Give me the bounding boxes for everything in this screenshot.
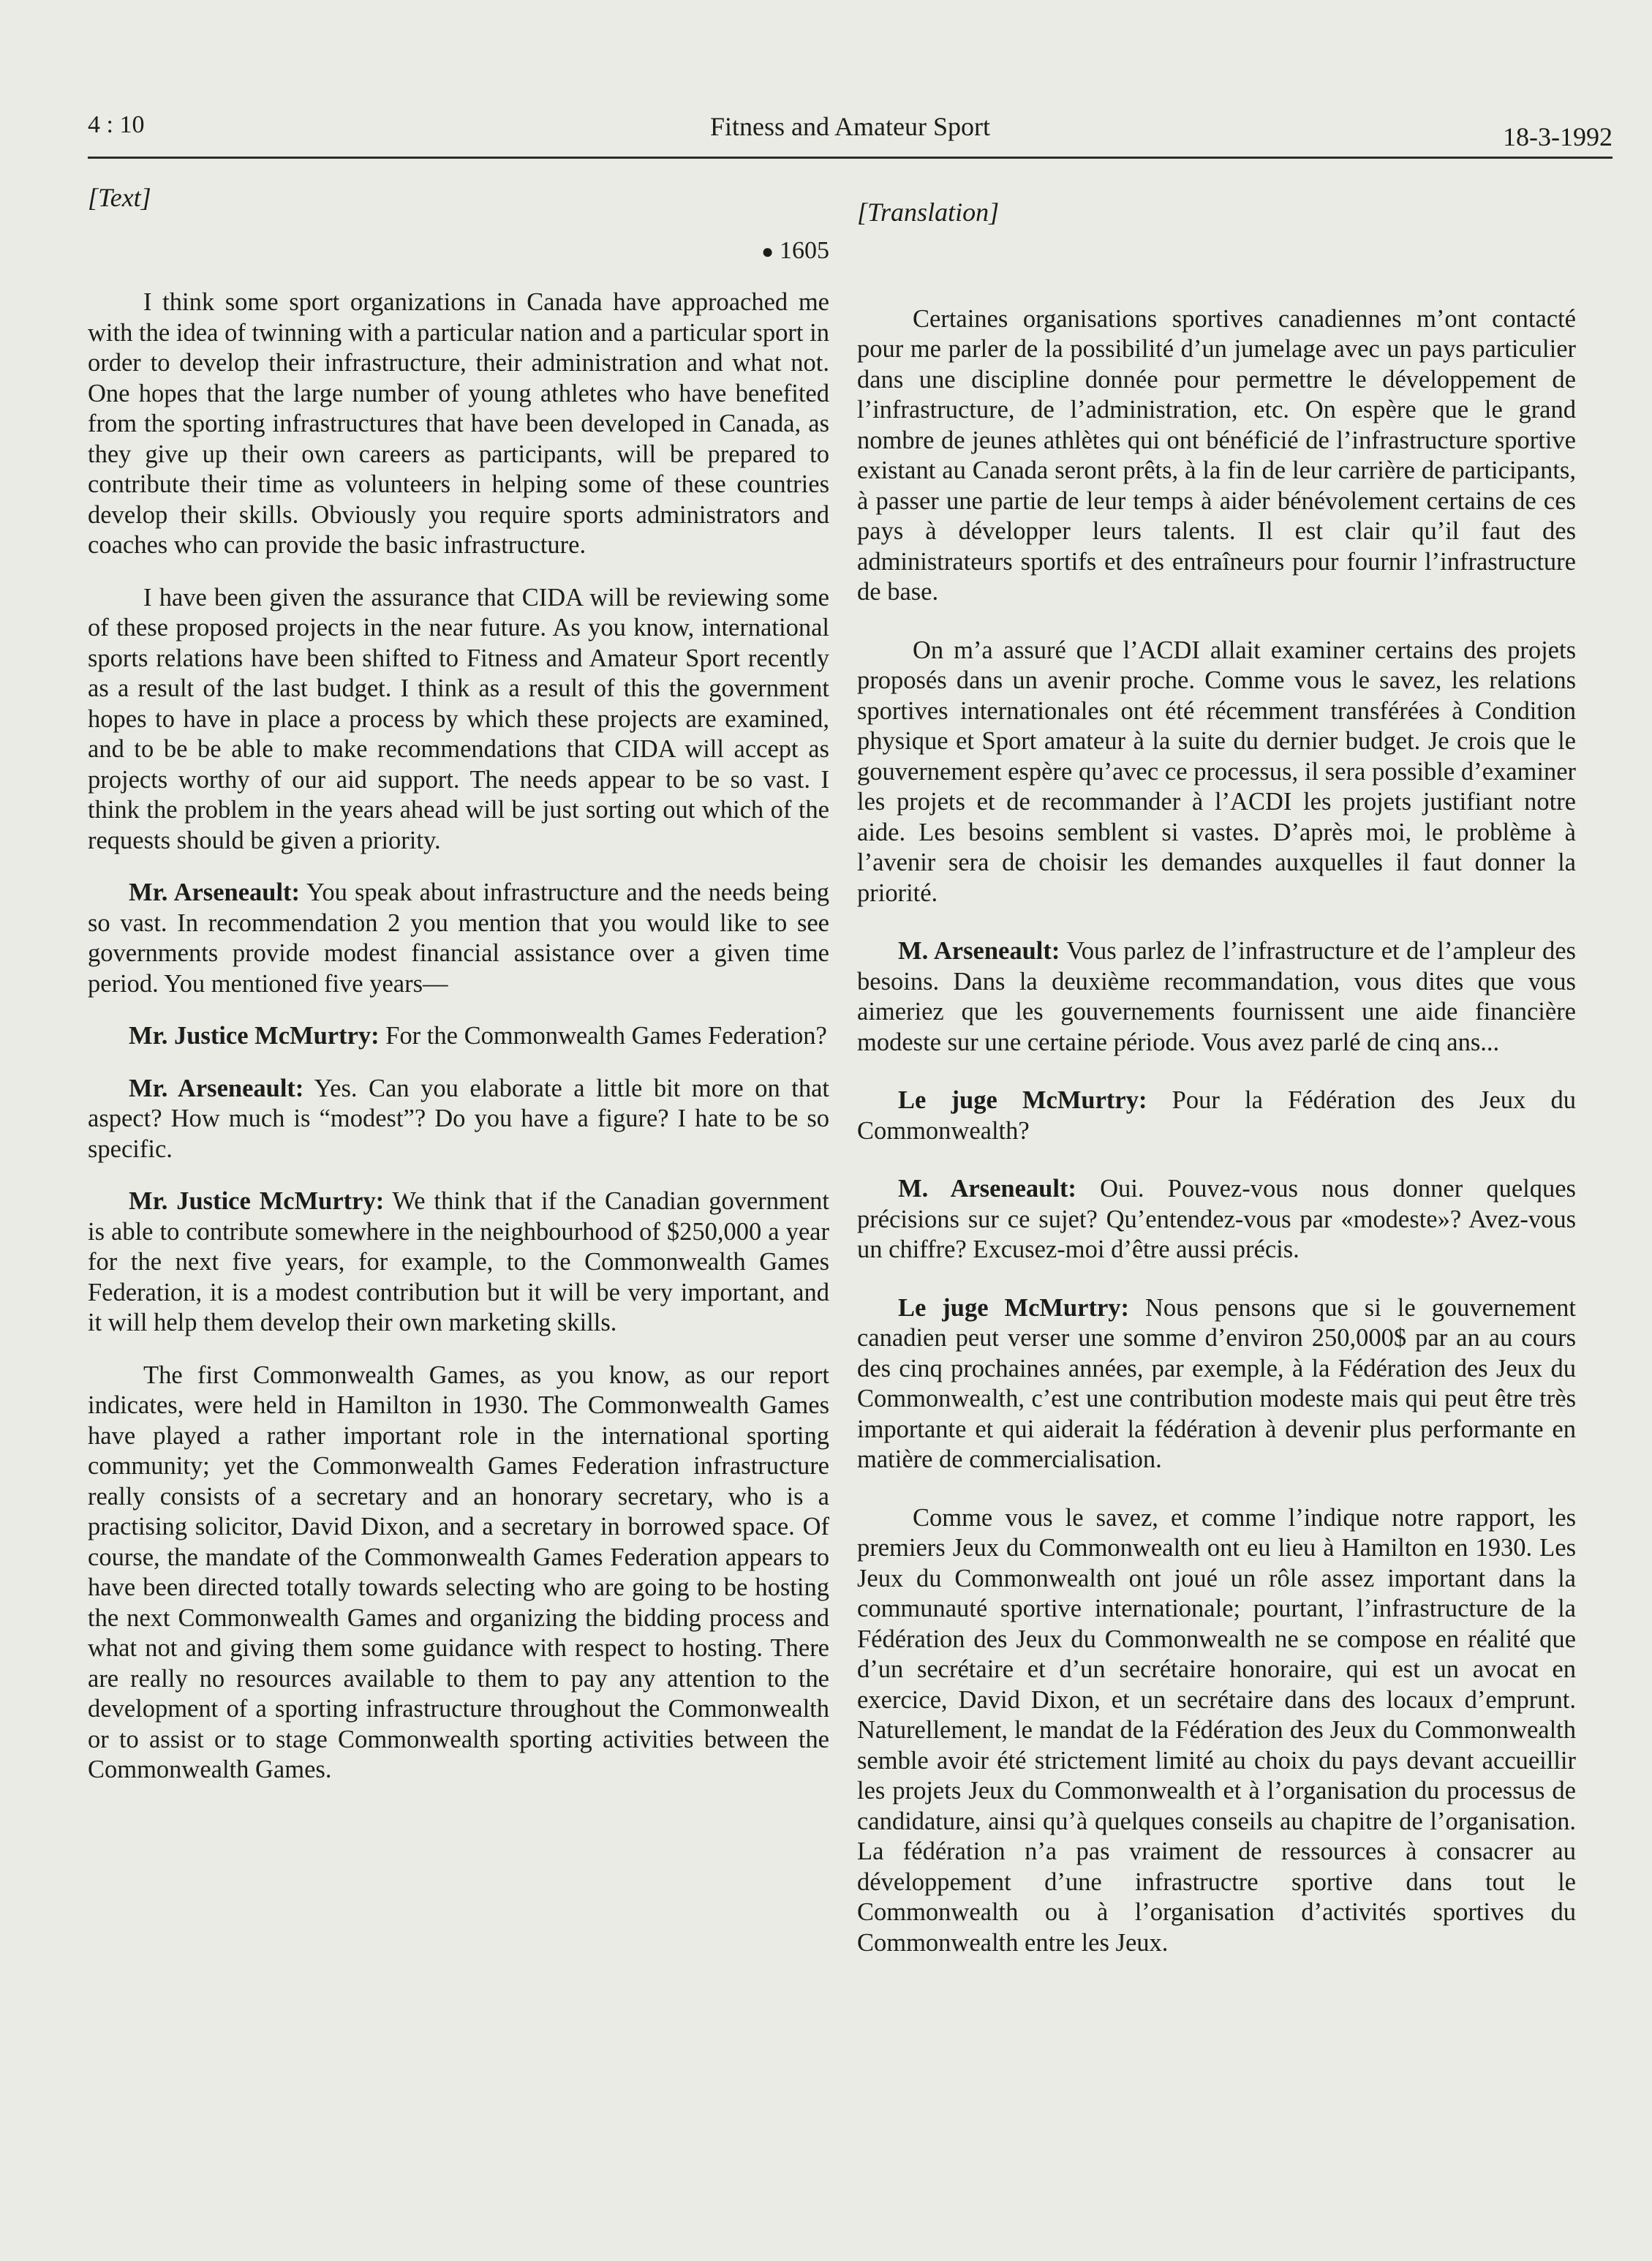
paragraph-text: Vous parlez de l’infrastructure et de l’ampleur des besoins. Dans la deuxième recommandation, vous dites que vous aimeriez que les gouvernements fournissent une aide financière modeste sur une certaine période. Vous avez parlé de cinq ans... [857, 937, 1576, 1056]
column-label-english: [Text] [88, 183, 151, 212]
paragraph-text: Comme vous le savez, et comme l’indique notre rapport, les premiers Jeux du Commonwealth ont eu lieu à Hamilton en 1930. Les Jeux du Commonwealth ont joué un rôle assez important dans la communauté sportive internationale; pourtant, l’infrastructure de la Fédération des Jeux du Commonwealth ne se compose en réalité que d’un secrétaire et d’un secrétaire honoraire, qui est un avocat en exercice, David Dixon, et un secrétaire dans des locaux d’emprunt. Naturellement, le mandat de la Fédération des Jeux du Commonwealth semble avoir été strictement limité au choix du pays devant accueillir les projets Jeux du Commonwealth et à l’organisation du processus de candidature, ainsi qu’à quelques conseils au chapitre de l’organisation. La fédération n’a pas vraiment de ressources à consacrer au développement d’une infrastructre sportive dans tout le Commonwealth ou à l’organisation d’activités sportives du Commonwealth entre les Jeux. [857, 1503, 1576, 1957]
paragraph-text: Pour la Fédération des Jeux du Commonwealth? [857, 1086, 1576, 1145]
speech-paragraph [857, 1174, 1576, 1265]
english-column [88, 183, 829, 1807]
speech-paragraph [857, 936, 1576, 1058]
paragraph-text: Oui. Pouvez-vous nous donner quelques précisions sur ce sujet? Qu’entendez-vous par «modeste»? Avez-vous un chiffre? Excusez-moi d’être aussi précis. [857, 1175, 1576, 1263]
speaker-name: Le juge McMurtry: [898, 1293, 1130, 1322]
paragraph-text: I think some sport organizations in Canada have approached me with the idea of twinning with a particular nation and a particular sport in order to develop their infrastructure, their administration and what not. One hopes that the large number of young athletes who have benefited from the sporting infrastructures that have been developed in Canada, as they give up their own careers as participants, will be prepared to contribute their time as volunteers in helping some of these countries develop their skills. Obviously you require sports administrators and coaches who can provide the basic infrastructure. [88, 288, 829, 559]
time-marker [88, 236, 829, 268]
paragraph-text: For the Commonwealth Games Federation? [385, 1022, 827, 1050]
page-number: 4 : 10 [88, 111, 145, 138]
paragraph-text: You speak about infrastructure and the needs being so vast. In recommendation 2 you mention that you would like to see governments provide modest financial assistance over a given time period. You mentioned five years— [88, 879, 829, 998]
paragraph [857, 1503, 1576, 1959]
french-column [857, 183, 1576, 1986]
speaker-name: Le juge McMurtry: [898, 1086, 1147, 1114]
paragraph-text: Yes. Can you elaborate a little bit more on that aspect? How much is “modest”? Do you have a figure? I hate to be so specific. [88, 1074, 829, 1163]
paragraph [88, 583, 829, 857]
speech-paragraph [88, 1021, 829, 1052]
paragraph [88, 1361, 829, 1786]
paragraph-text: I have been given the assurance that CIDA will be reviewing some of these proposed projects in the near future. As you know, international sports relations have been shifted to Fitness and Amateur Sport recently as a result of the last budget. I think as a result of this the government hopes to have in place a process by which these projects are examined, and to be be able to make recommendations that CIDA will accept as projects worthy of our aid support. The needs appear to be so vast. I think the problem in the years ahead will be just sorting out which of the requests should be given a priority. [88, 583, 829, 854]
speaker-name: Mr. Arseneault: [129, 1074, 304, 1102]
paragraph-text: On m’a assuré que l’ACDI allait examiner certains des projets proposés dans un avenir proche. Comme vous le savez, les relations sportives internationales ont été récemment transférées à Condition physique et Sport amateur à la suite du dernier budget. Je crois que le gouvernement espère qu’avec ce processus, il sera possible d’examiner les projets et de recommander à l’ACDI les projets justifiant notre aide. Les besoins semblent si vastes. D’après moi, le problème à l’avenir sera de choisir les demandes auxquelles il faut donner la priorité. [857, 636, 1576, 907]
speaker-name: Mr. Justice McMurtry: [129, 1187, 385, 1215]
speaker-name: Mr. Arseneault: [129, 879, 301, 906]
paragraph-text: Certaines organisations sportives canadiennes m’ont contacté pour me parler de la possibilité d’un jumelage avec un pays particulier dans une discipline donnée pour permettre le développement de l’infrastructure, de l’administration, etc. On espère que le grand nombre de jeunes athlètes qui ont bénéficié de l’infrastructure sportive existant au Canada seront prêts, à la fin de leur carrière de participants, à passer une partie de leur temps à aider bénévolement certains de ces pays à développer leurs talents. Il est clair qu’il faut des administrateurs sportifs et des entraîneurs pour fournir l’infrastructure de base. [857, 304, 1576, 606]
paragraph-text: We think that if the Canadian government is able to contribute somewhere in the neighbourhood of $250,000 a year for the next five years, for example, to the Commonwealth Games Federation, it is a modest contribution but it will be very important, and it will help them develop their own marketing skills. [88, 1187, 830, 1336]
speaker-name: Mr. Justice McMurtry: [129, 1022, 380, 1050]
paragraph-text: The first Commonwealth Games, as you know, as our report indicates, were held in Hamilton in 1930. The Commonwealth Games have played a rather important role in the international sporting community; yet the Commonwealth Games Federation infrastructure really consists of a secretary and an honorary secretary, who is a practising solicitor, David Dixon, and a secretary in borrowed space. Of course, the mandate of the Commonwealth Games Federation appears to have been directed totally towards selecting who are going to be hosting the next Commonwealth Games and organizing the bidding process and what not and giving them some guidance with respect to hosting. There are really no resources available to them to pay any attention to the development of a sporting infrastructure throughout the Commonwealth or to assist or to stage Commonwealth sporting activities between the Commonwealth Games. [88, 1361, 829, 1783]
time-marker-value: 1605 [780, 236, 829, 264]
speaker-name: M. Arseneault: [898, 1175, 1076, 1203]
paragraph [88, 287, 829, 561]
page-header [88, 110, 1613, 159]
speech-paragraph [857, 1086, 1576, 1146]
paragraph [857, 304, 1576, 608]
header-date: 18-3-1992 [1503, 122, 1613, 151]
paragraph [857, 636, 1576, 909]
publication-title: Fitness and Amateur Sport [710, 112, 990, 141]
speech-paragraph [88, 1186, 829, 1339]
bullet-icon: ● [761, 240, 774, 263]
speech-paragraph [857, 1293, 1576, 1475]
speech-paragraph [88, 878, 829, 999]
speaker-name: M. Arseneault: [898, 937, 1060, 965]
paragraph-text: Nous pensons que si le gouvernement canadien peut verser une somme d’environ 250,000$ par an au cours des cinq prochaines années, par exemple, à la Fédération des Jeux du Commonwealth, c’est une contribution modeste mais qui peut être très importante et qui aiderait la fédération à devenir plus performante en matière de commercialisation. [857, 1293, 1576, 1473]
speech-paragraph [88, 1074, 829, 1165]
column-label-french: [Translation] [857, 197, 1000, 227]
